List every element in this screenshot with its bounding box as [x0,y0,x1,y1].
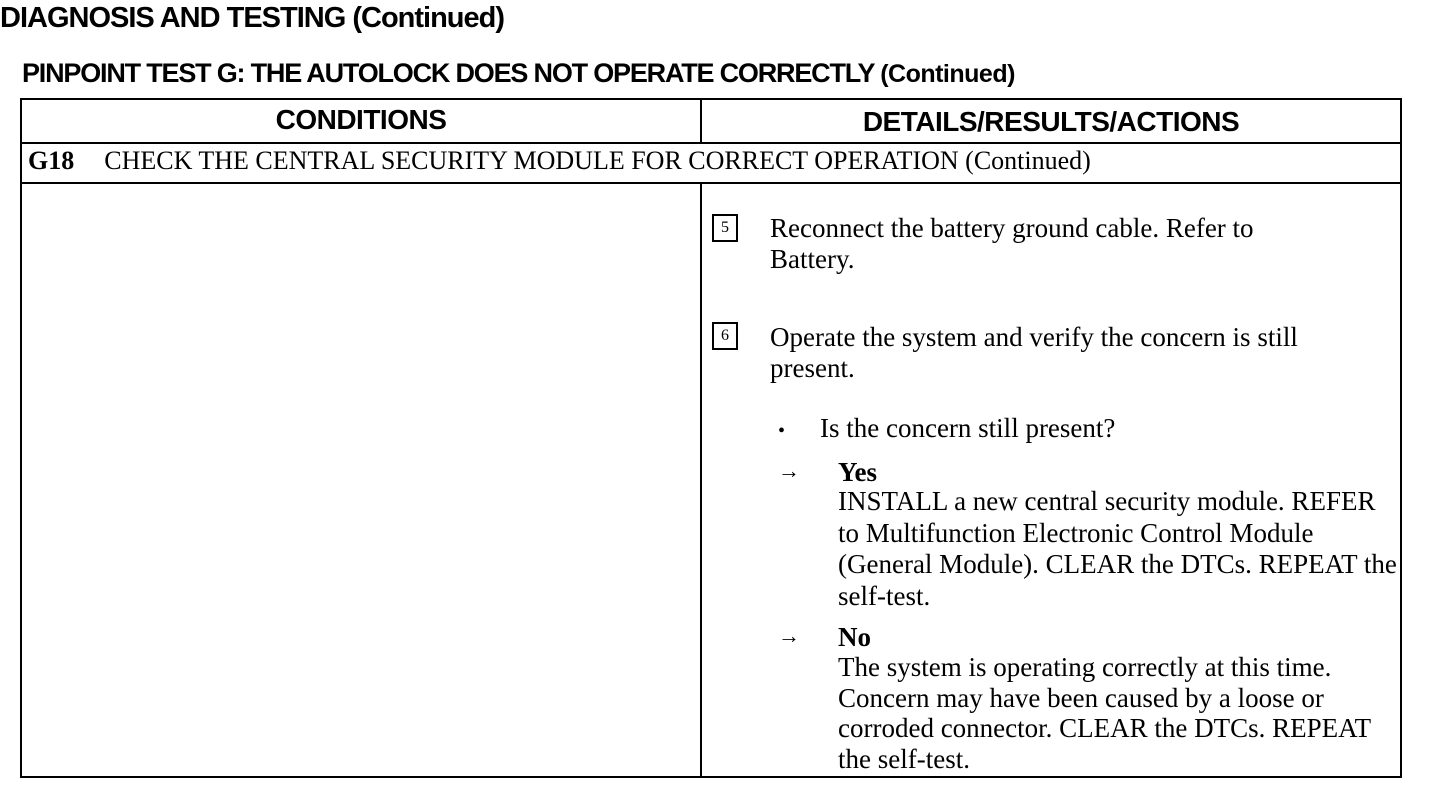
test-heading-main: PINPOINT TEST G: THE AUTOLOCK DOES NOT OPERATE CORRECTLY [22,58,874,88]
header-row-divider [22,142,1400,144]
question-text: Is the concern still present? [820,413,1116,443]
details-header: DETAILS/RESULTS/ACTIONS [862,106,1240,137]
test-heading [22,58,1015,89]
result-text-yes: INSTALL a new central security module. REFER to Multifunction Electronic Control Module (General Module). CLEAR the DTCs. REPEAT the self-test. [838,486,1397,611]
arrow-icon: → [778,458,800,483]
result-label-yes: Yes [838,457,877,487]
step-number-box: 6 [712,322,738,350]
step-text: Operate the system and verify the concern is still present. [770,322,1298,383]
conditions-header: CONDITIONS [275,104,447,135]
bullet-icon: • [778,420,786,442]
step-text: Reconnect the battery ground cable. Refer to Battery. [770,213,1254,274]
step-row [28,146,1091,176]
step-title: CHECK THE CENTRAL SECURITY MODULE FOR CORRECT OPERATION (Continued) [104,146,1091,175]
test-heading-continued: (Continued) [880,60,1015,88]
page-title: DIAGNOSIS AND TESTING (Continued) [0,2,505,34]
body-column-divider [700,184,702,778]
result-label-no: No [838,622,871,652]
result-text-no: The system is operating correctly at this time. Concern may have been caused by a loose or corroded connector. CLEAR the DTCs. REPEAT the self-test. [838,652,1371,774]
conditions-cell [22,184,700,778]
arrow-icon: → [778,623,800,648]
step-number-box: 5 [712,214,738,242]
pinpoint-test-table [20,98,1402,778]
step-number: G18 [28,146,75,175]
